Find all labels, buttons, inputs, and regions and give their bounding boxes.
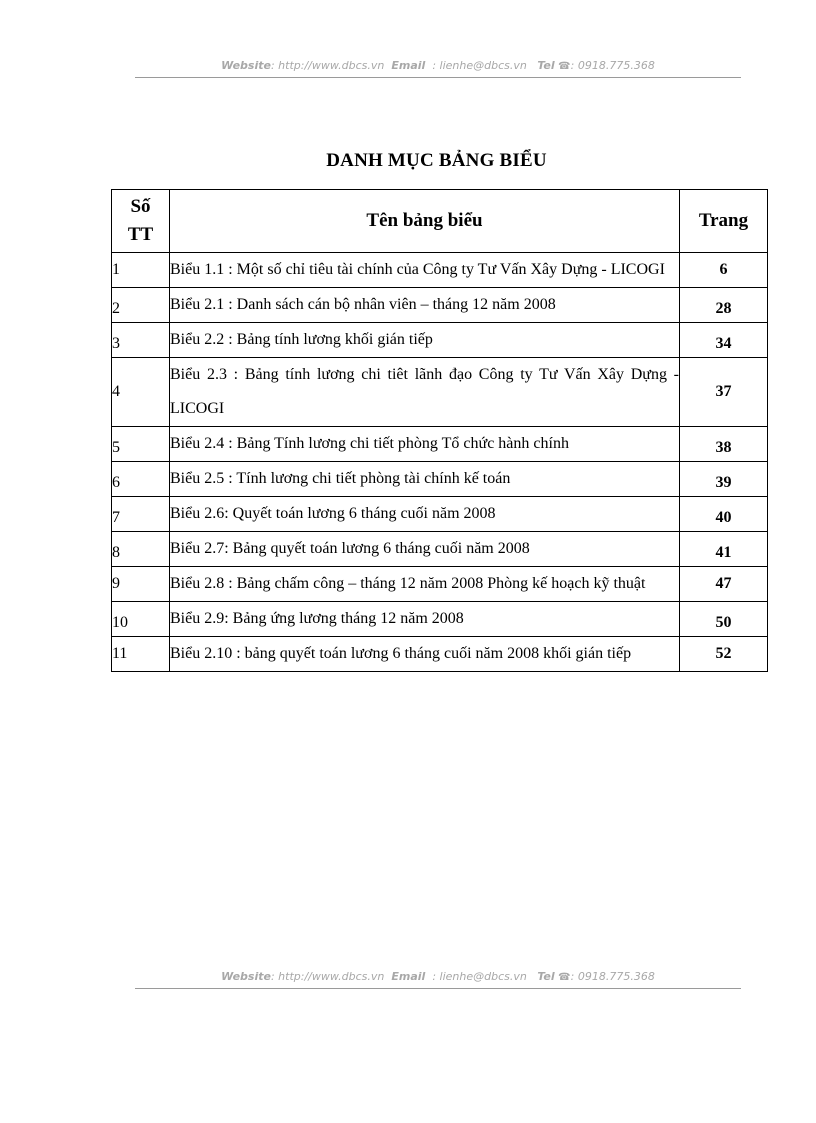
row-page: 47: [680, 567, 768, 602]
table-row: [112, 462, 768, 497]
row-name: Biểu 2.4 : Bảng Tính lương chi tiết phòng Tổ chức hành chính: [170, 427, 680, 462]
row-page: 50: [680, 602, 768, 637]
table-header-row: [112, 190, 768, 253]
row-number: 1: [112, 253, 170, 288]
row-name: Biểu 2.9: Bảng ứng lương tháng 12 năm 2008: [170, 602, 680, 637]
phone-icon: ☎: [558, 972, 571, 983]
row-number: 5: [112, 427, 170, 462]
row-number: 6: [112, 462, 170, 497]
row-page: 38: [680, 427, 768, 462]
email-value: : lienhe@dbcs.vn: [432, 59, 527, 72]
table-row: [112, 323, 768, 358]
table-row: [112, 253, 768, 288]
row-page: 52: [680, 637, 768, 672]
row-name: Biểu 2.6: Quyết toán lương 6 tháng cuối năm 2008: [170, 497, 680, 532]
tel-value: : 0918.775.368: [570, 59, 655, 72]
email-label: Email: [391, 970, 426, 983]
email-label: Email: [391, 59, 426, 72]
row-number: 9: [112, 567, 170, 602]
tel-label: Tel: [537, 970, 555, 983]
website-label: Website: [221, 59, 271, 72]
footer-rule: [135, 988, 741, 989]
row-name: Biểu 2.5 : Tính lương chi tiết phòng tài chính kế toán: [170, 462, 680, 497]
row-number: 4: [112, 358, 170, 427]
column-header-name: Tên bảng biểu: [170, 190, 680, 253]
row-page: 34: [680, 323, 768, 358]
row-name: Biểu 2.3 : Bảng tính lương chi tiêt lãnh đạo Công ty Tư Vấn Xây Dựng - LICOGI: [170, 358, 680, 427]
row-name: Biểu 2.1 : Danh sách cán bộ nhân viên – tháng 12 năm 2008: [170, 288, 680, 323]
column-header-number-line2: TT: [127, 224, 154, 245]
website-label: Website: [221, 970, 271, 983]
row-number: 8: [112, 532, 170, 567]
row-name: Biểu 2.2 : Bảng tính lương khối gián tiếp: [170, 323, 680, 358]
phone-icon: ☎: [558, 61, 571, 72]
table-row: [112, 497, 768, 532]
tel-label: Tel: [537, 59, 555, 72]
row-page: 41: [680, 532, 768, 567]
table-row: [112, 637, 768, 672]
table-row: [112, 567, 768, 602]
column-header-page: Trang: [680, 190, 768, 253]
row-page: 6: [680, 253, 768, 288]
table-row: [112, 532, 768, 567]
website-value: : http://www.dbcs.vn: [270, 59, 385, 72]
row-number: 10: [112, 602, 170, 637]
column-header-number: [112, 190, 170, 253]
row-number: 11: [112, 637, 170, 672]
row-page: 39: [680, 462, 768, 497]
header-rule: [135, 77, 741, 78]
table-row: [112, 358, 768, 427]
column-header-number-line1: Số: [130, 196, 151, 217]
row-name: Biểu 1.1 : Một số chỉ tiêu tài chính của Công ty Tư Vấn Xây Dựng - LICOGI: [170, 253, 680, 288]
row-number: 3: [112, 323, 170, 358]
row-number: 7: [112, 497, 170, 532]
page-title: DANH MỤC BẢNG BIỂU: [326, 150, 547, 171]
tel-value: : 0918.775.368: [570, 970, 655, 983]
row-number: 2: [112, 288, 170, 323]
page-header: [135, 58, 741, 78]
email-value: : lienhe@dbcs.vn: [432, 970, 527, 983]
website-value: : http://www.dbcs.vn: [270, 970, 385, 983]
table-list: [111, 189, 768, 672]
row-page: 28: [680, 288, 768, 323]
row-page: 40: [680, 497, 768, 532]
table-row: [112, 288, 768, 323]
table-row: [112, 602, 768, 637]
row-name: Biểu 2.8 : Bảng chấm công – tháng 12 năm 2008 Phòng kế hoạch kỹ thuật: [170, 567, 680, 602]
page-footer: [135, 969, 741, 989]
row-name: Biểu 2.7: Bảng quyết toán lương 6 tháng cuối năm 2008: [170, 532, 680, 567]
table-row: [112, 427, 768, 462]
row-page: 37: [680, 358, 768, 427]
row-name: Biểu 2.10 : bảng quyết toán lương 6 tháng cuối năm 2008 khối gián tiếp: [170, 637, 680, 672]
